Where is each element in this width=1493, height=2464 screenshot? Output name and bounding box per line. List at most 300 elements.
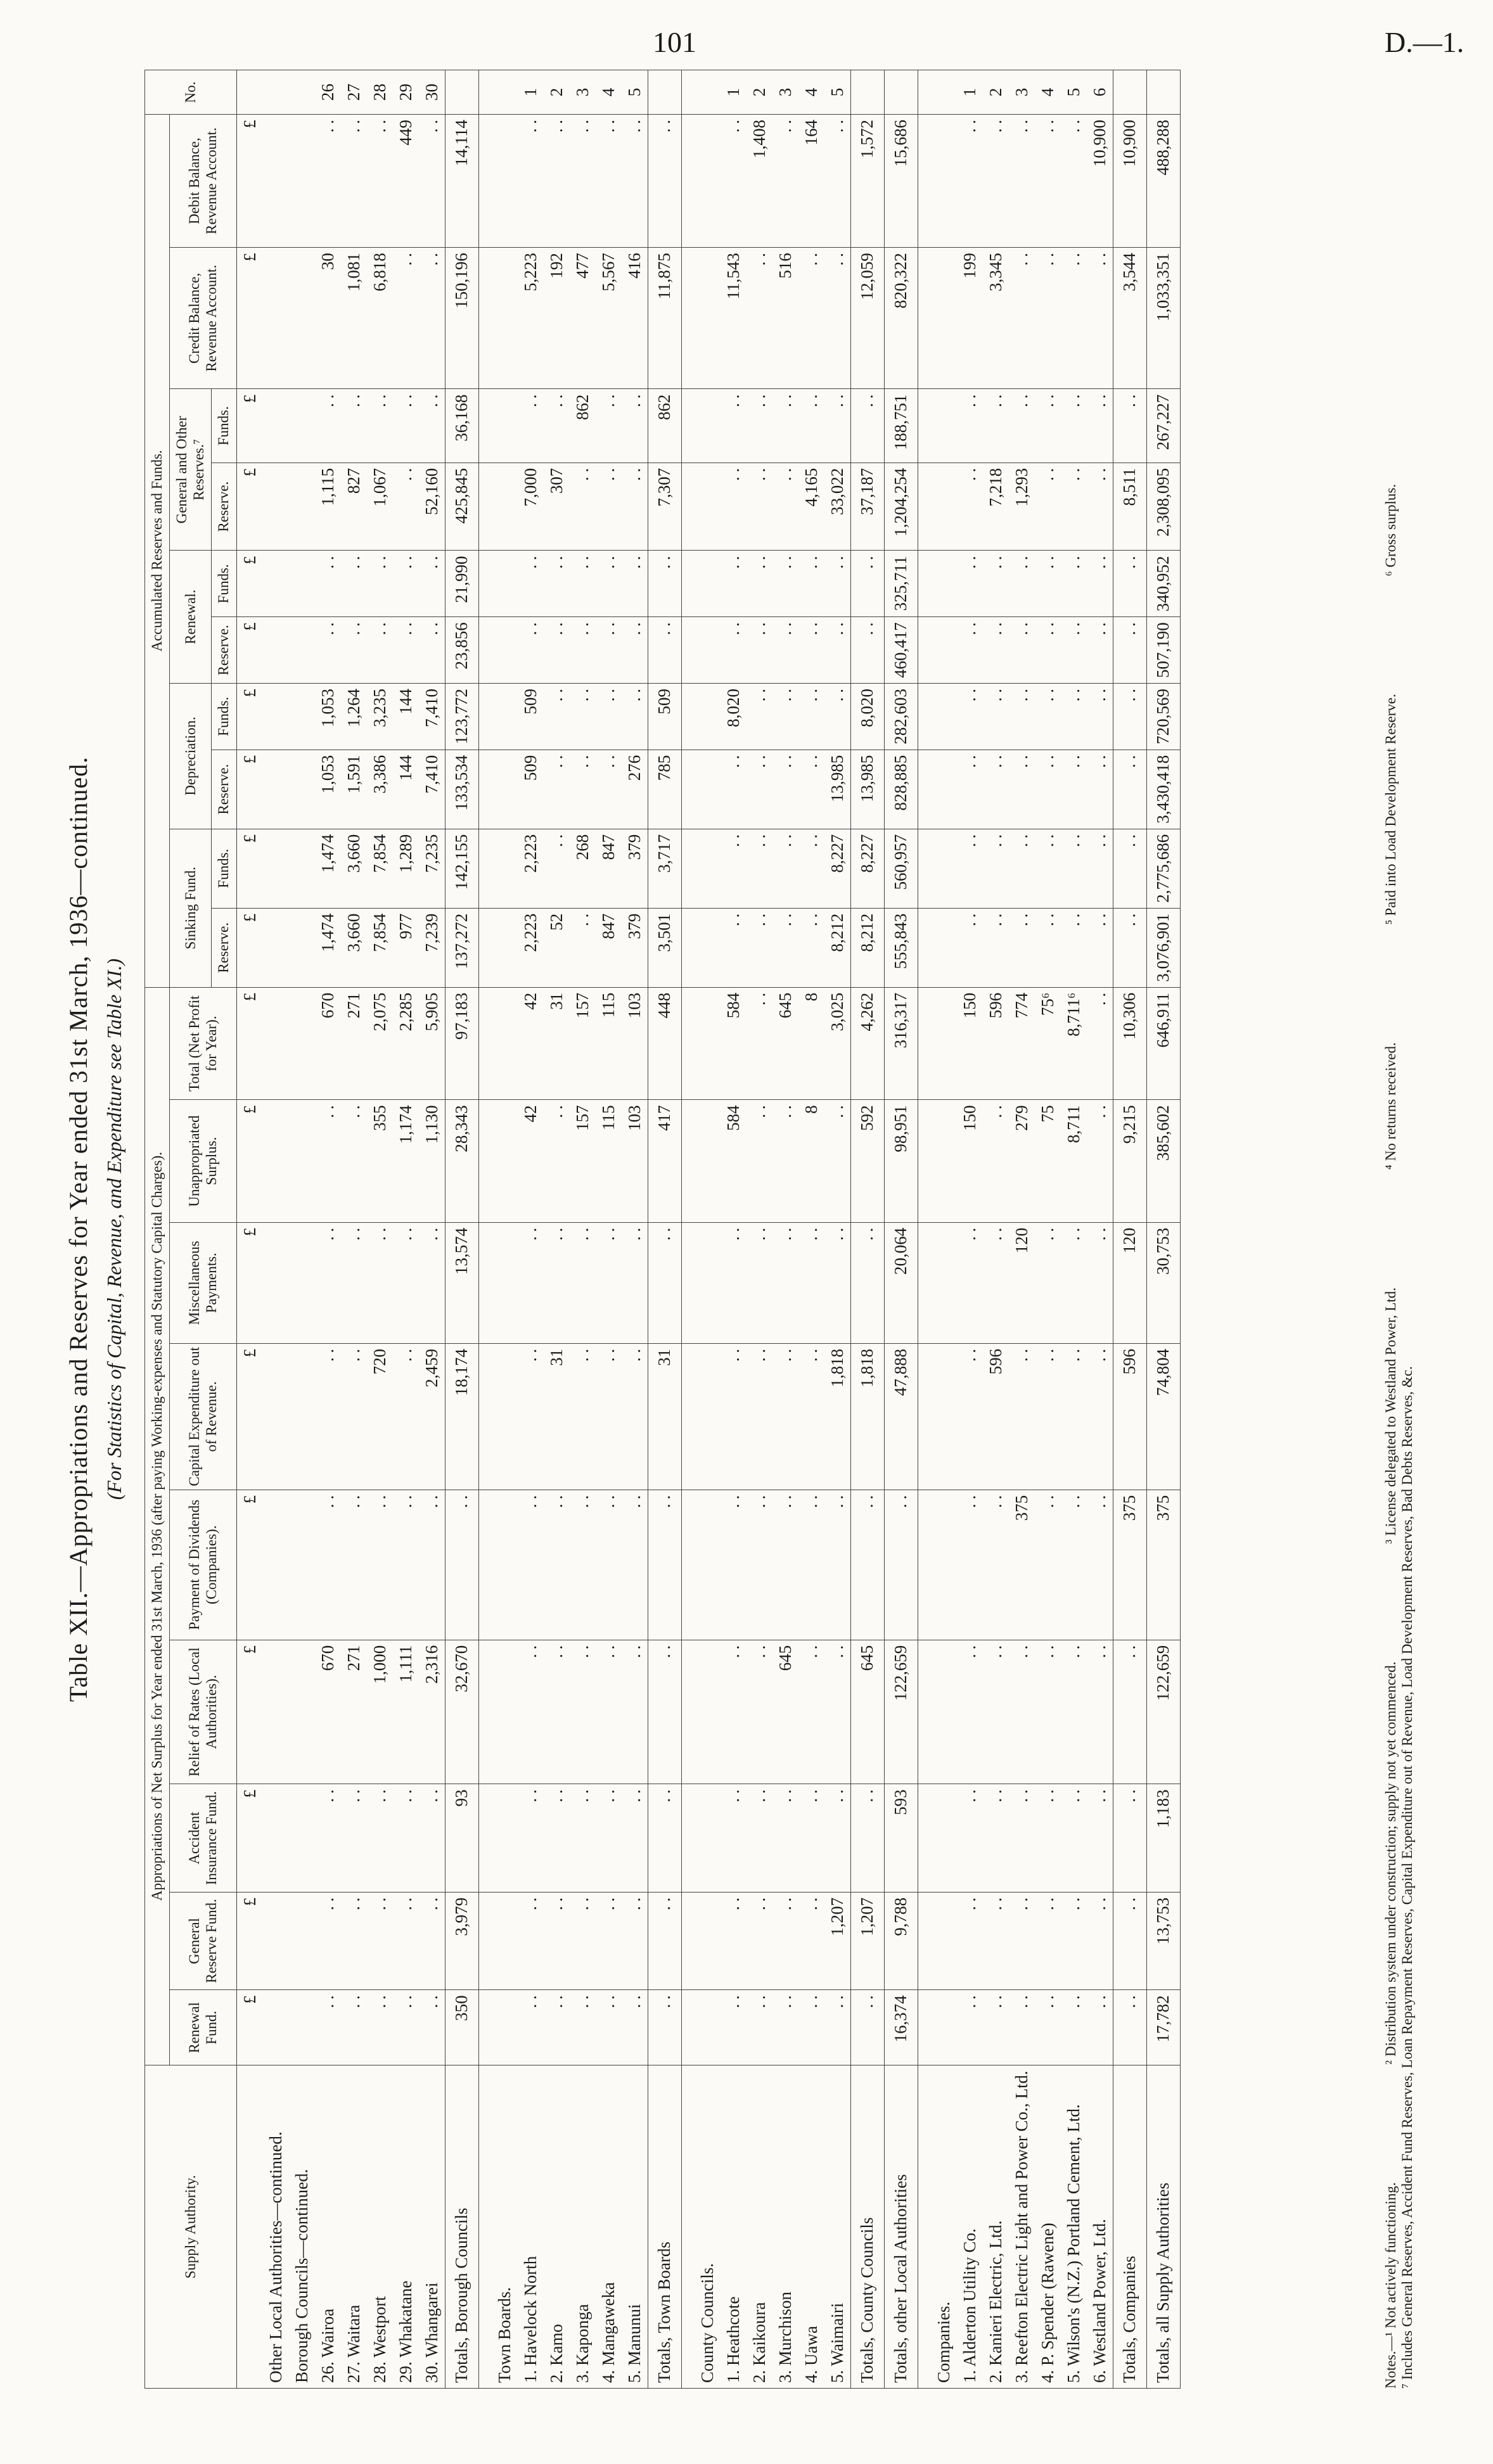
table-row (518, 70, 544, 2389)
value-cell: . . (824, 617, 851, 684)
authority-name: 27. Waitara (341, 2065, 367, 2389)
value-cell: . . (1035, 1784, 1061, 1893)
blank-cell (681, 750, 695, 829)
value-cell: 271 (341, 987, 367, 1100)
value-cell: 8,212 (850, 908, 884, 987)
value-cell: 1,474 (315, 829, 341, 908)
blank-cell (695, 1640, 721, 1784)
value-cell: 417 (648, 1100, 681, 1222)
table-row (824, 70, 851, 2389)
value-cell: 670 (315, 1640, 341, 1784)
currency-symbol: £ (236, 463, 263, 551)
value-cell: . . (1087, 248, 1113, 389)
blank-cell (918, 1490, 931, 1640)
value-cell: . . (824, 248, 851, 389)
value-cell: . . (1087, 987, 1113, 1100)
blank-cell (478, 463, 492, 551)
value-cell: 5,223 (518, 248, 544, 389)
currency-symbol: £ (236, 1990, 263, 2065)
blank-cell (263, 70, 289, 115)
value-cell: . . (983, 683, 1009, 750)
blank-cell (289, 115, 315, 248)
value-cell: . . (1035, 750, 1061, 829)
value-cell: 3,544 (1113, 248, 1146, 389)
value-cell: 150,196 (445, 248, 478, 389)
value-cell: . . (850, 1990, 884, 2065)
authority-name: Totals, Town Boards (648, 2065, 681, 2389)
value-cell: . . (746, 389, 772, 463)
value-cell: . . (648, 1640, 681, 1784)
value-cell: 8,511 (1113, 463, 1146, 551)
value-cell: . . (1035, 1892, 1061, 1989)
blank-cell (695, 1222, 721, 1343)
value-cell: . . (721, 829, 746, 908)
value-cell: 507,190 (1146, 617, 1180, 684)
table-row (746, 70, 772, 2389)
value-cell: . . (746, 1100, 772, 1222)
value-cell: 74,804 (1146, 1343, 1180, 1490)
value-cell: . . (648, 1990, 681, 2065)
blank-cell (918, 2065, 931, 2389)
value-cell: 1,053 (315, 750, 341, 829)
value-cell: . . (746, 1640, 772, 1784)
value-cell: 31 (544, 1343, 570, 1490)
value-cell: . . (721, 1892, 746, 1989)
blank-cell (263, 987, 289, 1100)
blank-cell (648, 70, 681, 115)
value-cell: . . (721, 115, 746, 248)
notes-line-2 (1399, 70, 1416, 2389)
value-cell: . . (798, 750, 824, 829)
value-cell: . . (721, 1990, 746, 2065)
value-cell: 133,534 (445, 750, 478, 829)
blank-cell (478, 2065, 492, 2389)
value-cell: . . (798, 1343, 824, 1490)
value-cell: 509 (648, 683, 681, 750)
value-cell: . . (824, 683, 851, 750)
blank-cell (918, 463, 931, 551)
value-cell: 33,022 (824, 463, 851, 551)
value-cell: . . (1113, 1784, 1146, 1893)
blank-cell (918, 908, 931, 987)
blank-cell (931, 1892, 957, 1989)
authority-name: 2. Kaikoura (746, 2065, 772, 2389)
blank-cell (263, 1990, 289, 2065)
row-number: 6 (1087, 70, 1113, 115)
value-cell: 47,888 (884, 1343, 918, 1490)
blank-cell (931, 115, 957, 248)
value-cell: . . (798, 248, 824, 389)
value-cell: . . (570, 1490, 596, 1640)
value-cell: 20,064 (884, 1222, 918, 1343)
value-cell: 596 (1113, 1343, 1146, 1490)
value-cell: . . (1087, 1784, 1113, 1893)
value-cell: . . (518, 1784, 544, 1893)
blank-cell (289, 908, 315, 987)
blank-cell (695, 70, 721, 115)
value-cell: . . (983, 617, 1009, 684)
blank-cell (263, 683, 289, 750)
value-cell: . . (1087, 1640, 1113, 1784)
value-cell: 847 (596, 908, 622, 987)
value-cell: 1,818 (850, 1343, 884, 1490)
value-cell: 1,289 (393, 829, 419, 908)
value-cell: . . (544, 1490, 570, 1640)
value-cell: 8,020 (721, 683, 746, 750)
value-cell: 115 (596, 1100, 622, 1222)
value-cell: . . (596, 683, 622, 750)
value-cell: . . (746, 1892, 772, 1989)
value-cell: 1,408 (746, 115, 772, 248)
blank-cell (681, 551, 695, 617)
blank-cell (931, 1990, 957, 2065)
value-cell: . . (419, 1490, 445, 1640)
value-cell: 3,235 (367, 683, 393, 750)
value-cell: . . (1087, 389, 1113, 463)
header-renewal-fund: Renewal Fund. (170, 1990, 236, 2065)
value-cell: . . (393, 1892, 419, 1989)
blank-cell (263, 248, 289, 389)
value-cell: 30,753 (1146, 1222, 1180, 1343)
value-cell: . . (983, 1222, 1009, 1343)
value-cell: 1,183 (1146, 1784, 1180, 1893)
blank-cell (918, 1222, 931, 1343)
blank-cell (263, 908, 289, 987)
blank-cell (695, 248, 721, 389)
header-no: No. (145, 70, 237, 115)
value-cell: 3,345 (983, 248, 1009, 389)
header-misc-payments: Miscellaneous Payments. (170, 1222, 236, 1343)
currency-symbol: £ (236, 987, 263, 1100)
blank-cell (289, 1640, 315, 1784)
value-cell: . . (315, 389, 341, 463)
value-cell: 123,772 (445, 683, 478, 750)
header-accident-insurance-fund: Accident Insurance Fund. (170, 1784, 236, 1893)
value-cell: 593 (884, 1784, 918, 1893)
value-cell: . . (419, 1990, 445, 2065)
blank-cell (695, 683, 721, 750)
value-cell: 1,067 (367, 463, 393, 551)
header-accumulated-group: Accumulated Reserves and Funds. (145, 115, 170, 988)
value-cell: . . (544, 683, 570, 750)
value-cell: . . (518, 1990, 544, 2065)
blank-cell (681, 1222, 695, 1343)
header-supply-authority: Supply Authority. (145, 2065, 237, 2389)
value-cell: . . (884, 1490, 918, 1640)
value-cell: . . (419, 1784, 445, 1893)
value-cell: . . (648, 115, 681, 248)
value-cell: . . (1009, 829, 1035, 908)
value-cell: 3,025 (824, 987, 851, 1100)
value-cell: . . (341, 1222, 367, 1343)
value-cell: . . (1009, 683, 1035, 750)
value-cell: . . (1035, 829, 1061, 908)
value-cell: . . (648, 617, 681, 684)
value-cell: . . (518, 1222, 544, 1343)
value-cell: 28,343 (445, 1100, 478, 1222)
value-cell: . . (622, 683, 648, 750)
blank-cell (931, 1784, 957, 1893)
value-cell: . . (622, 551, 648, 617)
blank-cell (1146, 70, 1180, 115)
blank-cell (931, 70, 957, 115)
blank-cell (289, 1892, 315, 1989)
table-notes (1383, 70, 1416, 2389)
currency-symbol: £ (236, 115, 263, 248)
value-cell: . . (850, 551, 884, 617)
value-cell: . . (1035, 683, 1061, 750)
value-cell: . . (746, 1784, 772, 1893)
value-cell: . . (1087, 1100, 1113, 1222)
value-cell: . . (1087, 1490, 1113, 1640)
blank-cell (918, 617, 931, 684)
value-cell: . . (772, 908, 798, 987)
value-cell: . . (315, 1784, 341, 1893)
value-cell: . . (341, 1784, 367, 1893)
value-cell: . . (772, 551, 798, 617)
value-cell: . . (1035, 1990, 1061, 2065)
value-cell: . . (1035, 1343, 1061, 1490)
blank-cell (478, 1100, 492, 1222)
value-cell: . . (824, 115, 851, 248)
table-row (596, 70, 622, 2389)
value-cell: . . (570, 1990, 596, 2065)
blank-cell (289, 389, 315, 463)
blank-cell (263, 551, 289, 617)
blank-cell (918, 1100, 931, 1222)
value-cell: . . (1113, 389, 1146, 463)
value-cell: . . (850, 1490, 884, 1640)
row-number: 3 (570, 70, 596, 115)
value-cell: . . (445, 1490, 478, 1640)
value-cell: . . (315, 115, 341, 248)
value-cell: . . (1087, 463, 1113, 551)
value-cell: . . (1061, 1343, 1087, 1490)
spacer-row (681, 70, 695, 2389)
blank-cell (695, 1490, 721, 1640)
blank-cell (289, 987, 315, 1100)
value-cell: . . (570, 1222, 596, 1343)
value-cell: 425,845 (445, 463, 478, 551)
value-cell: . . (596, 1892, 622, 1989)
authority-name: 4. Uawa (798, 2065, 824, 2389)
row-number: 3 (772, 70, 798, 115)
blank-cell (478, 1784, 492, 1893)
value-cell: . . (622, 1892, 648, 1989)
blank-cell (492, 70, 518, 115)
value-cell: . . (850, 389, 884, 463)
value-cell: 828,885 (884, 750, 918, 829)
value-cell: . . (570, 115, 596, 248)
value-cell: . . (341, 617, 367, 684)
header-renewal-funds: Funds. (212, 551, 236, 617)
blank-cell (931, 463, 957, 551)
section-heading-row (695, 70, 721, 2389)
blank-cell (478, 1222, 492, 1343)
value-cell: . . (341, 551, 367, 617)
table-row (957, 70, 983, 2389)
value-cell: 1,000 (367, 1640, 393, 1784)
blank-cell (263, 1490, 289, 1640)
authority-name: Totals, County Councils (850, 2065, 884, 2389)
value-cell: . . (1009, 908, 1035, 987)
value-cell: . . (798, 617, 824, 684)
value-cell: 8 (798, 1100, 824, 1222)
blank-cell (263, 389, 289, 463)
blank-cell (850, 70, 884, 115)
table-row (393, 70, 419, 2389)
value-cell: . . (1061, 617, 1087, 684)
value-cell: 279 (1009, 1100, 1035, 1222)
value-cell: . . (824, 1100, 851, 1222)
value-cell: . . (746, 1990, 772, 2065)
value-cell: . . (596, 1343, 622, 1490)
value-cell: . . (1087, 829, 1113, 908)
blank-cell (445, 70, 478, 115)
blank-cell (681, 1100, 695, 1222)
table-row (798, 70, 824, 2389)
value-cell: 488,288 (1146, 115, 1180, 248)
row-number: 3 (1009, 70, 1035, 115)
value-cell: . . (544, 750, 570, 829)
table-row (367, 70, 393, 2389)
row-number: 27 (341, 70, 367, 115)
value-cell: . . (772, 683, 798, 750)
blank-cell (478, 1343, 492, 1490)
currency-row (236, 70, 263, 2389)
value-cell: 8,711⁶ (1061, 987, 1087, 1100)
value-cell: . . (1061, 1222, 1087, 1343)
value-cell: . . (341, 389, 367, 463)
value-cell: . . (315, 1343, 341, 1490)
header-total-net-profit: Total (Net Profit for Year). (170, 987, 236, 1100)
blank-cell (289, 1990, 315, 2065)
blank-cell (492, 1892, 518, 1989)
blank-cell (478, 248, 492, 389)
value-cell: . . (596, 617, 622, 684)
header-renewal-reserve: Reserve. (212, 617, 236, 684)
value-cell: 30 (315, 248, 341, 389)
value-cell: . . (596, 1640, 622, 1784)
value-cell: 103 (622, 987, 648, 1100)
value-cell: 350 (445, 1990, 478, 2065)
blank-cell (918, 551, 931, 617)
currency-symbol: £ (236, 1222, 263, 1343)
blank-cell (263, 617, 289, 684)
value-cell: . . (1061, 1892, 1087, 1989)
value-cell: 52,160 (419, 463, 445, 551)
table-row (419, 70, 445, 2389)
value-cell: 385,602 (1146, 1100, 1180, 1222)
blank-cell (695, 829, 721, 908)
value-cell: 75⁶ (1035, 987, 1061, 1100)
blank-cell (681, 248, 695, 389)
value-cell: 379 (622, 908, 648, 987)
value-cell: . . (419, 551, 445, 617)
value-cell: 5,905 (419, 987, 445, 1100)
value-cell: . . (746, 1222, 772, 1343)
blank-cell (289, 463, 315, 551)
value-cell: . . (983, 1100, 1009, 1222)
value-cell: 509 (518, 683, 544, 750)
value-cell: 199 (957, 248, 983, 389)
table-row (570, 70, 596, 2389)
value-cell: . . (957, 829, 983, 908)
table-row (315, 70, 341, 2389)
value-cell: 7,410 (419, 683, 445, 750)
authority-name: Totals, all Supply Authorities (1146, 2065, 1180, 2389)
table-row (1087, 70, 1113, 2389)
blank-cell (695, 908, 721, 987)
value-cell: . . (772, 1784, 798, 1893)
value-cell: . . (1035, 115, 1061, 248)
blank-cell (478, 617, 492, 684)
value-cell: . . (596, 463, 622, 551)
value-cell: 8,020 (850, 683, 884, 750)
value-cell: . . (596, 1222, 622, 1343)
header-general-other: General and Other Reserves.⁷ (170, 389, 212, 551)
note-1: Notes.—¹ Not actively functioning. (1383, 2182, 1399, 2389)
blank-cell (918, 70, 931, 115)
currency-symbol: £ (236, 683, 263, 750)
value-cell: . . (746, 617, 772, 684)
blank-cell (263, 1100, 289, 1222)
blank-cell (918, 987, 931, 1100)
value-cell: . . (367, 617, 393, 684)
section-heading-row (931, 70, 957, 2389)
authority-name: 28. Westport (367, 2065, 393, 2389)
value-cell: . . (544, 617, 570, 684)
value-cell: . . (367, 1784, 393, 1893)
blank-cell (263, 1784, 289, 1893)
value-cell: . . (544, 1640, 570, 1784)
value-cell: 137,272 (445, 908, 478, 987)
value-cell: . . (983, 750, 1009, 829)
section-heading: Other Local Authorities—continued. (263, 2065, 289, 2389)
row-number: 4 (1035, 70, 1061, 115)
authority-name: 5. Waimairi (824, 2065, 851, 2389)
value-cell: 977 (393, 908, 419, 987)
blank-cell (263, 1892, 289, 1989)
value-cell: 1,111 (393, 1640, 419, 1784)
value-cell: . . (824, 389, 851, 463)
blank-cell (492, 1490, 518, 1640)
blank-cell (289, 617, 315, 684)
value-cell: 1,130 (419, 1100, 445, 1222)
value-cell: . . (596, 551, 622, 617)
blank-cell (695, 389, 721, 463)
value-cell: 144 (393, 750, 419, 829)
blank-cell (681, 683, 695, 750)
value-cell: 36,168 (445, 389, 478, 463)
value-cell: . . (622, 115, 648, 248)
value-cell: 448 (648, 987, 681, 1100)
authority-name: 30. Whangarei (419, 2065, 445, 2389)
value-cell: 42 (518, 987, 544, 1100)
authority-name: 6. Westland Power, Ltd. (1087, 2065, 1113, 2389)
header-depreciation-funds: Funds. (212, 683, 236, 750)
table-row (1061, 70, 1087, 2389)
value-cell: 164 (798, 115, 824, 248)
value-cell: 516 (772, 248, 798, 389)
value-cell: 847 (596, 829, 622, 908)
value-cell: . . (596, 389, 622, 463)
row-number: 1 (518, 70, 544, 115)
value-cell: . . (746, 829, 772, 908)
blank-cell (263, 829, 289, 908)
value-cell: . . (1113, 1640, 1146, 1784)
value-cell: . . (1087, 683, 1113, 750)
